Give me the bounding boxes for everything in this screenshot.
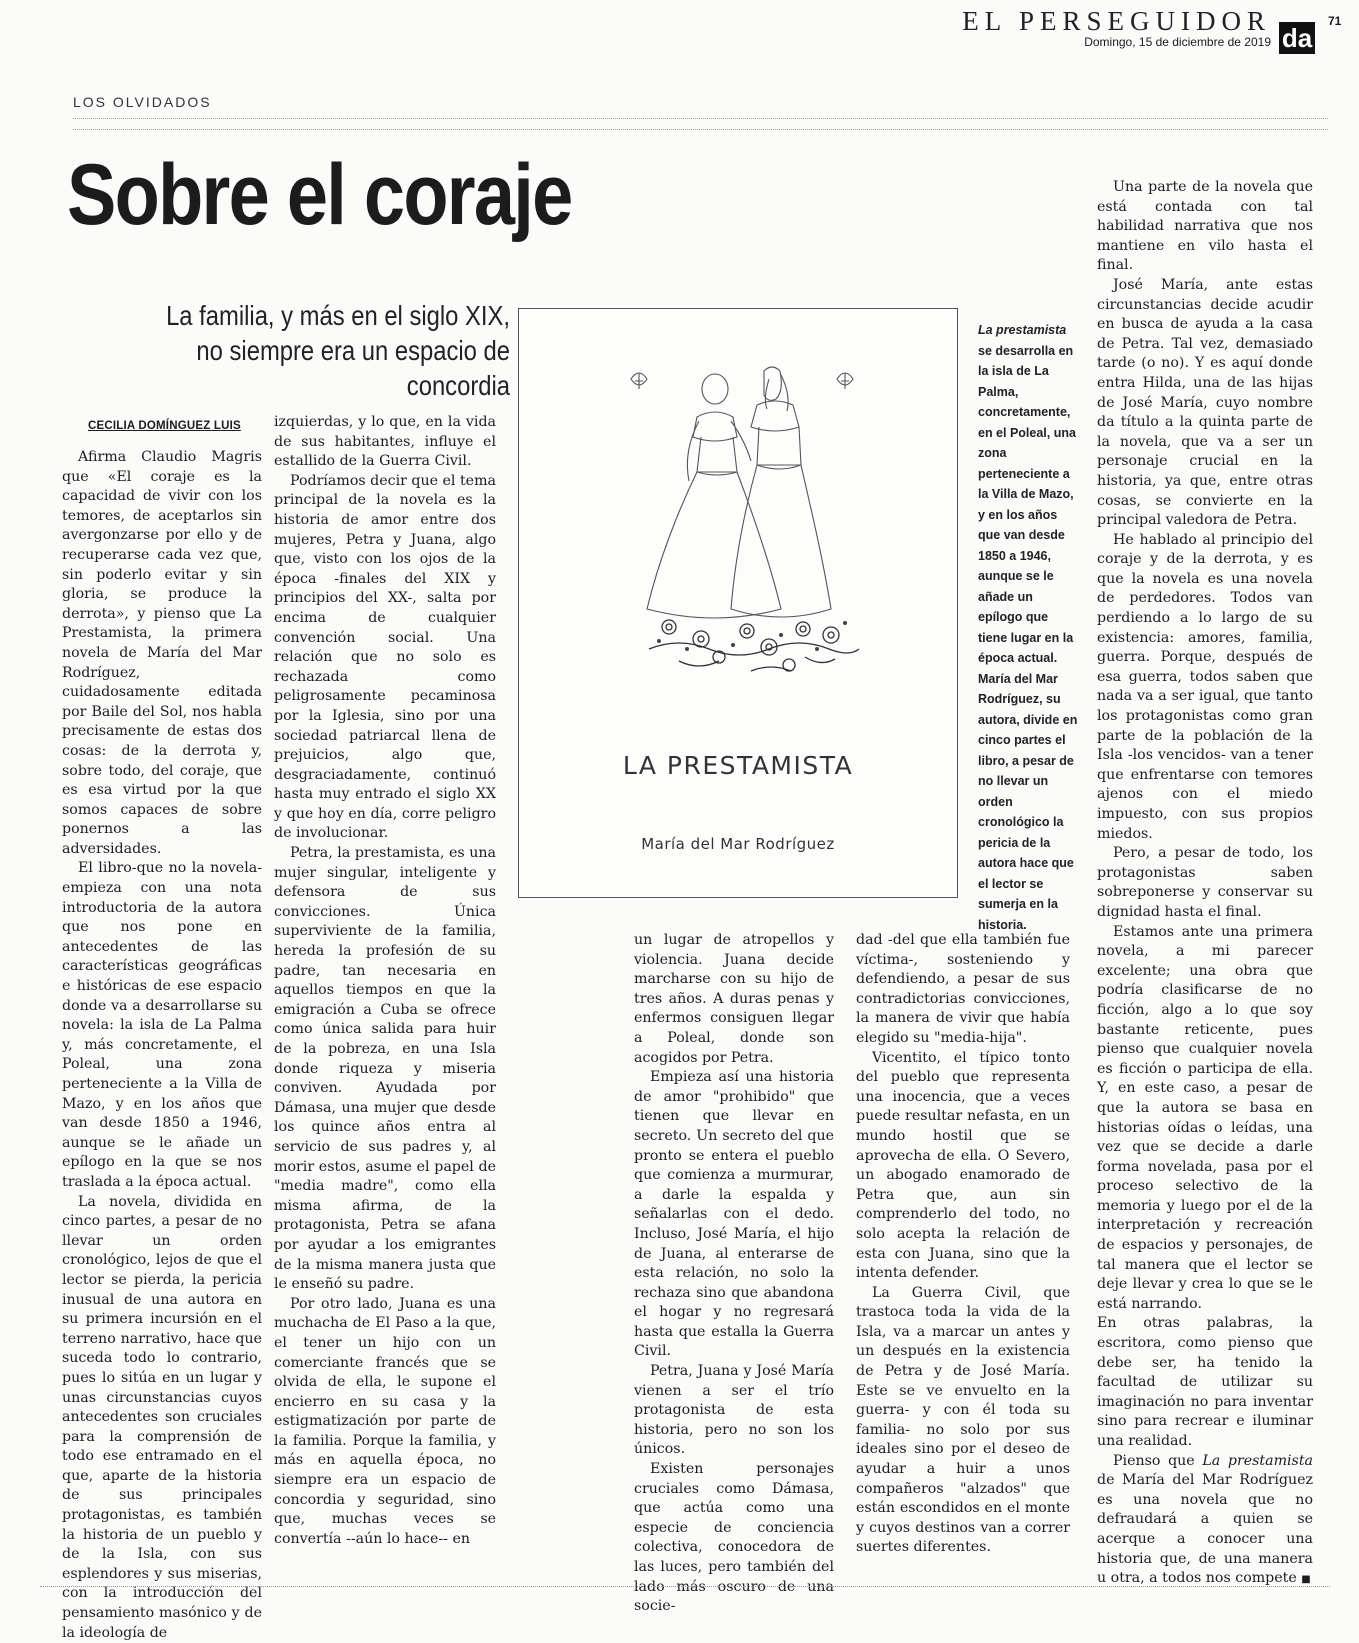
section-divider	[73, 118, 1328, 119]
page-number: 71	[1328, 14, 1342, 28]
paragraph: El libro-que no la novela- empieza con una nota introductoria de la autora que nos pone en antecedentes de las características geográficas e históricas de ese espacio donde va a desarrollarse su novela: la isla de La Palma y, más concretamente, el Poleal, una zona perteneciente a la Villa de Mazo, y en los años que van desde 1850 a 1946, aunque se le añade un epílogo en la que se nos traslada a la época actual.	[62, 860, 262, 1190]
paragraph: Vicentito, el típico tonto del pueblo que representa una inocencia, que a veces puede resultar nefasta, en un mundo hostil que se aprovecha de ella. O Severo, un abogado enamorado de Petra que, aun sin comprenderlo del todo, no solo acepta la relación de esta con Juana, sino que la intenta defender.	[856, 1049, 1070, 1282]
closing-post: de María del Mar Rodríguez es una novela que no defraudará a quien se acerque a conocer una historia que, de una manera u otra, a todos nos compete	[1097, 1472, 1313, 1587]
book-author: María del Mar Rodríguez	[641, 835, 835, 853]
caption-text: se desarrolla en la isla de La Palma, concretamente, en el Poleal, una zona perteneciente a la Villa de Mazo, y en los años que van desde 1850 a 1946, aunque se le añade un epílogo que tiene lugar en la época actual. María del Mar Rodríguez, su autora, divide en cinco partes el libro, a pesar de no llevar un orden cronológico la pericia de la autora hace que el lector se sumerja en la historia.	[978, 343, 1078, 932]
article-column-2	[274, 413, 496, 1549]
issue-date: Domingo, 15 de diciembre de 2019	[1084, 35, 1271, 49]
newspaper-name: EL PERSEGUIDOR	[962, 6, 1271, 36]
section-divider-secondary	[73, 129, 1328, 130]
headline: Sobre el coraje	[67, 147, 572, 243]
paragraph: un lugar de atropellos y violencia. Juana decide marcharse con su hijo de tres años. A duras penas y enfermos consiguen llegar a Poleal, donde son acogidos por Petra.	[634, 932, 834, 1066]
paragraph: Afirma Claudio Magris que «El coraje es la capacidad de vivir con los temores, de aceptarlos sin avergonzarse por ello y de recuperarse cada vez que, sin poderlo evitar y sin gloria, se produce la derrota», y pienso que La Prestamista, la primera novela de María del Mar Rodríguez, cuidadosamente editada por Baile del Sol, nos habla precisamente de estas dos cosas: de la derrota y, sobre todo, del coraje, que es esa virtud por la que somos capaces de sobre ponernos a las adversidades.	[62, 449, 262, 857]
da-logo: da	[1279, 22, 1315, 54]
article-column-3	[634, 931, 834, 1617]
article-column-5	[1097, 178, 1313, 1590]
paragraph: Pero, a pesar de todo, los protagonistas saben sobreponerse y conservar su dignidad hasta el final.	[1097, 845, 1313, 920]
masthead	[962, 6, 1271, 49]
closing-paragraph	[1097, 1452, 1313, 1590]
book-cover-image	[518, 308, 958, 898]
image-caption	[978, 320, 1080, 935]
paragraph: dad -del que ella también fue víctima-, sosteniendo y defendiendo, a pesar de sus contradictorias convicciones, la manera de vivir que había elegido su "media-hija".	[856, 932, 1070, 1046]
subtitle: La familia, y más en el siglo XIX, no siempre era un espacio de concordia	[166, 300, 510, 401]
paragraph: En otras palabras, la escritora, como pienso que debe ser, ha tenido la facultad de utilizar su imaginación no para inventar sino para recrear e iluminar una realidad.	[1097, 1315, 1313, 1449]
paragraph: He hablado al principio del coraje y de la derrota, y es que la novela es una novela de perdedores. Todos van perdiendo a lo largo de su existencia: amores, familia, guerra. Porque, después de esa guerra, todos saben que nada va a ser igual, que tanto los protagonistas como gran parte de la población de la Isla -los vencidos- van a tener que enfrentarse con temores ajenos con el miedo impuesto, con sus propios miedos.	[1097, 531, 1313, 842]
paragraph: Empieza así una historia de amor "prohibido" que tienen que llevar en secreto. Un secreto del que pronto se entera el pueblo que comienza a murmurar, a darle la espalda y señalarlas con el dedo. Incluso, José María, el hijo de Juana, al enterarse de esta relación, no solo la rechaza sino que abandona el hogar y no regresará hasta que estalla la Guerra Civil.	[634, 1069, 834, 1360]
closing-pre: Pienso que	[1113, 1452, 1203, 1469]
book-title: LA PRESTAMISTA	[622, 751, 854, 780]
paragraph: Una parte de la novela que está contada con tal habilidad narrativa que nos mantiene en vilo hasta el final.	[1097, 179, 1313, 274]
article-column-1	[62, 448, 262, 1643]
paragraph: La Guerra Civil, que trastoca toda la vida de la Isla, va a marcar un antes y un después en la existencia de Petra y de José María. Este se ve envuelto en la guerra- y con él toda su familia- no solo por sus ideales sino por el deseo de ayudar a huir a unos compañeros "alzados" que están escondidos en el monte y cuyos destinos van a correr suertes diferentes.	[856, 1284, 1070, 1556]
end-mark-icon: ■	[1301, 1574, 1311, 1586]
byline: CECILIA DOMÍNGUEZ LUIS	[88, 420, 241, 432]
caption-book-title: La prestamista	[978, 323, 1067, 337]
paragraph: José María, ante estas circunstancias decide acudir en busca de ayuda a la casa de Petra. Tal vez, demasiado tarde (o no). Y es aquí donde entra Hilda, una de las hijas de José María, cuyo nombre da título a la quinta parte de la novela, que va a ser un personaje crucial en la historia, ya que, entre otras cosas, se convierte en la principal valedora de Petra.	[1097, 276, 1313, 529]
section-label: LOS OLVIDADOS	[73, 94, 212, 110]
paragraph: Petra, Juana y José María vienen a ser el trío protagonista de esta historia, pero no son los únicos.	[634, 1363, 834, 1458]
paragraph: Existen personajes cruciales como Dámasa, que actúa como una especie de conciencia colectiva, conocedora de las luces, pero también del lado más oscuro de una socie-	[634, 1461, 834, 1615]
paragraph: Petra, la prestamista, es una mujer singular, inteligente y defensora de sus convicciones. Única superviviente de la familia, hereda la profesión de su padre, tan necesaria en aquellos tiempos en que la emigración a Cuba se ofrece como única salida para huir de la pobreza, en una Isla donde riqueza y miseria conviven. Ayudada por Dámasa, una mujer que desde los quince años entra al servicio de sus padres y, al morir estos, asume el papel de "media madre", como ella misma afirma, de la protagonista, Petra se afana por ayudar a los emigrantes de la misma manera justa que le enseñó su padre.	[274, 845, 496, 1293]
paragraph: Estamos ante una primera novela, a mi parecer excelente; una obra que podría clasificarse de no ficción, algo a lo que soy bastante reticente, pues pienso que cualquier novela es ficción o participa de ella. Y, en este caso, a pesar de que la autora se basa en historias oídas o leídas, una vez que se decide a darle forma novelada, pasa por el proceso selectivo de la memoria y luego por el de la interpretación y recreación de espacios y personajes, de tal manera que el lector se deje llevar y crea lo que se le está narrando.	[1097, 923, 1313, 1312]
victorian-women-drawing-icon	[519, 309, 957, 729]
article-column-4	[856, 931, 1070, 1558]
bottom-divider	[40, 1586, 1330, 1587]
paragraph: La novela, dividida en cinco partes, a pesar de no llevar un orden cronológico, lejos de que el lector se pierda, la pericia inusual de una autora en su primera incursión en el terreno narrativo, hace que suceda todo lo contrario, pues lo sitúa en un lugar y unas circunstancias cuyos antecedentes son cruciales para la comprensión de todo ese entramado en el que, aparte de la historia de sus principales protagonistas, es también la historia de un pueblo y de la Isla, con sus esplendores y sus miserias, con la introducción del pensamiento masónico y de la ideología de	[62, 1193, 262, 1641]
paragraph: Por otro lado, Juana es una muchacha de El Paso a la que, el tener un hijo con un comerciante francés que se olvida de ella, le supone el encierro en su casa y la estigmatización por parte de la familia. Porque la familia, y más en aquella época, no siempre era un espacio de concordia y seguridad, sino que, muchas veces se convertía --aún lo hace-- en	[274, 1295, 496, 1547]
paragraph: Podríamos decir que el tema principal de la novela es la historia de amor entre dos mujeres, Petra y Juana, algo que, visto con los ojos de la época -finales del XIX y principios del XX-, salta por encima de cualquier convención social. Una relación que no solo es rechazada como peligrosamente pecaminosa por la Iglesia, sino por una sociedad patriarcal llena de prejuicios, algo que, desgraciadamente, continuó hasta muy entrado el siglo XX y que hoy en día, corre peligro de involucionar.	[274, 472, 496, 842]
paragraph: izquierdas, y lo que, en la vida de sus habitantes, influye el estallido de la Guerra Civil.	[274, 414, 496, 470]
closing-book-title: La prestamista	[1202, 1452, 1313, 1469]
